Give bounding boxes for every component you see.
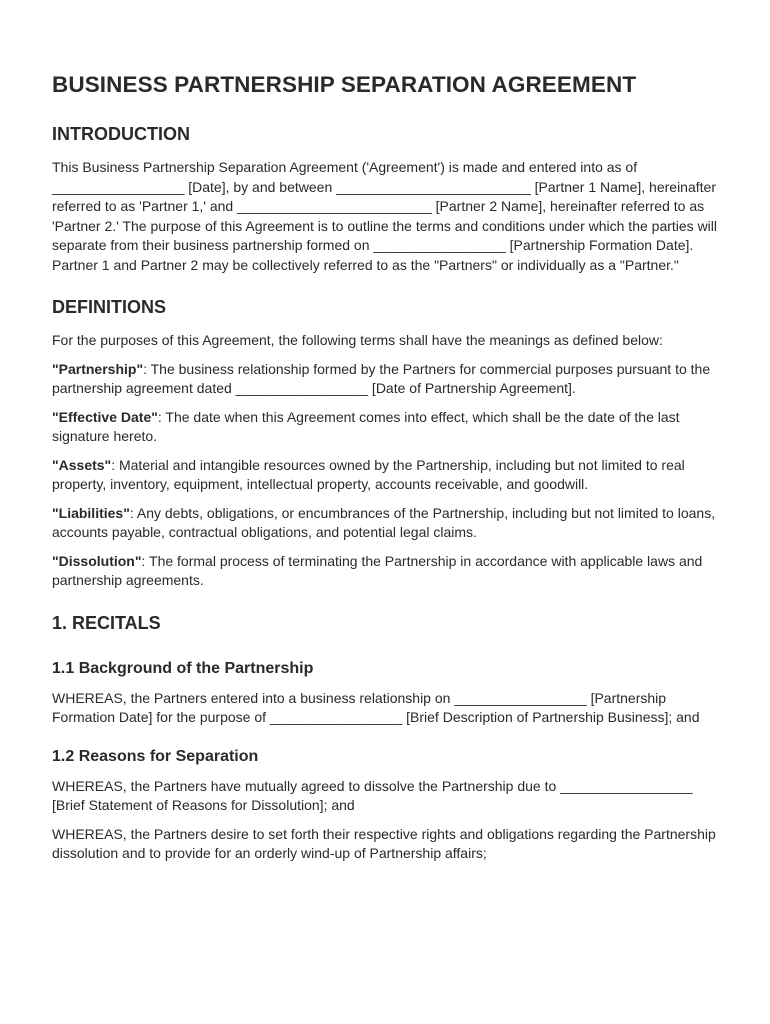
definition-text: : The business relationship formed by the Partners for commercial purposes pursuant to the partnership agreement dated _________________ [Date of Partnership Agreement]. <box>52 360 711 396</box>
section-1-1-heading: 1.1 Background of the Partnership <box>52 659 314 677</box>
document-page <box>52 70 722 864</box>
definition-term: "Partnership" <box>52 360 144 377</box>
section-1-1-paragraph: WHEREAS, the Partners entered into a business relationship on _________________ [Partnership Formation Date] for the purpose of _________________ [Brief Description of Partnership Business]; and <box>52 689 700 725</box>
definition-text: : Any debts, obligations, or encumbrances of the Partnership, including but not limited to loans, accounts payable, contractual obligations, and potential legal claims. <box>52 504 716 540</box>
definition-term: "Effective Date" <box>52 408 158 425</box>
definitions-heading: DEFINITIONS <box>52 297 167 317</box>
definition-effective-date <box>52 408 722 447</box>
definition-text: : The formal process of terminating the Partnership in accordance with applicable laws and partnership agreements. <box>52 552 703 588</box>
document-title: BUSINESS PARTNERSHIP SEPARATION AGREEMENT <box>52 72 637 97</box>
recitals-heading: 1. RECITALS <box>52 612 161 633</box>
introduction-paragraph: This Business Partnership Separation Agreement ('Agreement') is made and entered into as of _________________ [Date], by and between _________________________ [Partner 1 Name], hereinafter referred to as 'Partner 1,' and _________________________ [Partner 2 Name], hereinafter referred to as 'Partner 2.' The purpose of this Agreement is to outline the terms and conditions under which the parties will separate from their business partnership formed on _________________ [Partnership Formation Date]. Partner 1 and Partner 2 may be collectively referred to as the "Partners" or individually as a "Partner." <box>52 159 718 273</box>
definition-dissolution <box>52 552 722 591</box>
definition-assets <box>52 456 722 495</box>
definition-term: "Assets" <box>52 456 112 473</box>
section-1-2-heading: 1.2 Reasons for Separation <box>52 747 259 765</box>
definition-text: : Material and intangible resources owned by the Partnership, including but not limited to real property, inventory, equipment, intellectual property, accounts receivable, and goodwill. <box>52 456 685 492</box>
definition-term: "Liabilities" <box>52 504 130 521</box>
section-1-2-paragraph-1: WHEREAS, the Partners have mutually agreed to dissolve the Partnership due to _________________ [Brief Statement of Reasons for Dissolution]; and <box>52 777 693 813</box>
definition-term: "Dissolution" <box>52 552 142 569</box>
definition-partnership <box>52 360 722 399</box>
section-1-2-paragraph-2: WHEREAS, the Partners desire to set forth their respective rights and obligations regarding the Partnership dissolution and to provide for an orderly wind-up of Partnership affairs; <box>52 825 716 861</box>
introduction-heading: INTRODUCTION <box>52 124 190 144</box>
definition-liabilities <box>52 504 722 543</box>
definitions-intro: For the purposes of this Agreement, the following terms shall have the meanings as defined below: <box>52 332 663 348</box>
definition-text: : The date when this Agreement comes into effect, which shall be the date of the last signature hereto. <box>52 408 680 444</box>
